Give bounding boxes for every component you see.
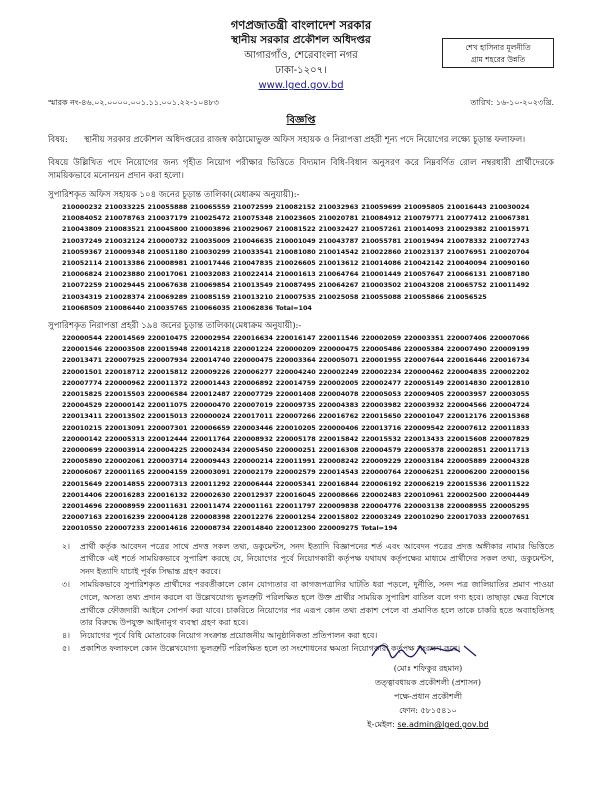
signatory-email-line (328, 718, 528, 732)
reference-line (48, 97, 554, 110)
condition-text: প্রকাশিত ফলাফলে কোন উল্লেখযোগ্য ভুলত্রুটি পরিলক্ষিত হলে তা সংশোধনের ক্ষমতা নিয়োগকারী কর্তৃপক্ষ সংরক্ষণ করে। (80, 644, 461, 654)
roll-row: 210043809 210083521 210045800 210003896 210029067 210081522 210032427 210057261 210014093 210029382 210015971 (62, 225, 530, 234)
roll-row: 220014406 220016283 220016132 220002630 220012937 220016045 220008666 220002483 220010961 220002500 220004449 (62, 490, 530, 499)
intro-paragraph: বিষয়ে উল্লিখিত পদে নিয়োগের জন্য গৃহীত নিয়োগ পরীক্ষার ভিত্তিতে বিদ্যমান বিধি-বিধান অনুসরণ করে নিম্নবর্ণিত রোল নম্বরধারী প্রার্থীদেরকে সাময়িকভাবে মনোনয়ন প্রদান করা হলো। (48, 158, 554, 181)
signatory-name: (মোঃ শফিকুর রহমান) (393, 664, 463, 673)
govt-name: গণপ্রজাতন্ত্রী বাংলাদেশ সরকার (230, 18, 372, 32)
roll-row: 210000232 210033225 210055888 210065559 210072599 210082152 210032963 210059699 210095805 210016443 210030024 (62, 203, 530, 211)
slogan-line-2: গ্রাম শহরের উন্নতি (470, 55, 526, 64)
condition-number: ৪। (61, 631, 70, 641)
roll-row: 210072259 210029445 210067638 210069854 210013549 210087495 210064267 210003502 210043208 210065752 210011492 (62, 281, 530, 290)
signature-mark (328, 640, 528, 662)
roll-row: 210034319 210028374 210069289 210085159 210013210 210007535 210025058 210055088 210055866 210056525 (62, 292, 487, 301)
condition-item (48, 541, 554, 579)
signatory-for: পক্ষে-প্রধান প্রকৌশলী (394, 692, 462, 701)
roll-row: 220015649 220014855 220007313 220011292 220006444 220005341 220016844 220006192 220006219 220015536 220011522 (62, 479, 530, 488)
roll-row: 210037249 210032124 210000732 210035009 210046635 210001049 210043787 210055781 210019494 210078332 210072743 (62, 236, 530, 245)
roll-row: 220005890 220002061 220003714 220009443 220000214 220011991 220008242 220009229 220003184 220005889 220004328 (62, 457, 530, 466)
website-link[interactable]: www.lged.gov.bd (258, 80, 344, 91)
roll-row: 210006824 210023880 210017061 210032083 210022414 210001613 210064764 210001449 210057647 210066131 210087180 (62, 270, 530, 279)
condition-number: ৫। (61, 644, 70, 654)
slogan-line-1: শেখ হাসিনার মূলনীতি (465, 43, 531, 52)
condition-text: সাময়িকভাবে সুপারিশকৃত প্রার্থীদের পরবর্তীকালে কোন যোগ্যতার বা কাগজপত্রাদির ঘাটতি ধরা পড়লে, দুর্নীতি, সনদ পত্র জালিয়াতির প্রমাণ পাওয়া গেলে, অসত্য তথ্য প্রদান করলে বা উল্লেখযোগ্য ভুলত্রুটি পরিলক্ষিত হলে উক্ত প্রার্থীর সাময়িক সুপারিশ বাতিল বলে গণ্য হবে। তাছাড়া ক্ষেত্র বিশেষে প্রার্থীকে ফৌজদারী আইনে সোপর্দ করা যাবে। চাকরিতে নিয়োগের পর এরূপ কোন তথ্য প্রকাশ পেলে বা প্রমাণিত হলে তাকে চাকরি হতে অব্যাহতিসহ তার বিরুদ্ধে উপযুক্ত আইনানুগ ব্যবস্থা গ্রহণ করা হবে। (80, 580, 554, 628)
condition-item (48, 579, 554, 630)
roll-row: 220004529 220000142 220011075 220000470 220007019 220009735 220004383 220003982 220003932 220004566 220004724 (62, 401, 530, 410)
department-name: স্থানীয় সরকার প্রকৌশল অধিদপ্তর (231, 34, 371, 46)
roll-row: 220010215 220013091 220007301 220006659 220003446 220010205 220000406 220013716 220009542 220007612 220011833 (62, 423, 530, 432)
roll-row: 220007774 220000962 220011372 220001443 220006892 220014759 220002005 220002477 220005149 220014830 220012810 (62, 378, 530, 387)
notice-date: তারিখ: ১৬-১০-২০২৩খ্রি. (470, 98, 554, 107)
condition-text: প্রার্থী কর্তৃক আবেদন পত্রের সাথে প্রদত্ত সকল তথ্য, ডকুমেন্টস, সনদ ইত্যাদি বিজ্ঞাপনের শর্ত এবং আবেদন পত্রের প্রদত্ত অঙ্গীকার নামার ভিত্তিতে প্রার্থীকে এই শর্তে সাময়িকভাবে সুপারিশ করছে যে, নিয়োগের পূর্বে নিয়োগকারী কর্তৃপক্ষ যথাযথ কর্তৃপক্ষের মাধ্যমে প্রার্থীদের সকল তথ্য, ডকুমেন্টস, সনদ ইত্যাদি যাচাই পূর্বক সিদ্ধান্ত গ্রহণ করবে। (80, 541, 554, 577)
signature-block (328, 640, 528, 732)
roll-row: 220015825 220015503 220006584 220012487 220007729 220001408 220004078 220005053 220009405 220003957 220003055 (62, 390, 530, 399)
security-guard-roll-list (62, 333, 554, 535)
conditions-list (48, 541, 554, 656)
notice-title: বিজ্ঞপ্তি (286, 115, 316, 126)
signatory-phone: ফোন: ৫৮১৫৪১০ (399, 706, 457, 715)
roll-row: 220013471 220007925 220007934 220014740 220000475 220003364 220005071 220001955 220007644 220016446 220016734 (62, 356, 530, 365)
security-guard-list-title: সুপারিশকৃত নিরাপত্তা প্রহরী ১৯৪ জনের চূড়ান্ত তালিকা(মেধাক্রম অনুযায়ী):- (48, 321, 302, 332)
roll-row: 210068509 210086440 210035765 210066035 210062836 Total=104 (62, 303, 312, 312)
roll-row: 220006067 220001165 220004159 220003091 220002179 220002579 220014543 220000764 220006251 220006200 220000156 (62, 468, 530, 477)
letterhead (48, 0, 554, 93)
email-label: ই-মেইল: (367, 720, 395, 729)
condition-text: নিয়োগের পূর্বে বিধি মোতাবেক নিয়োগ সংক্রান্ত প্রয়োজনীয় আনুষ্ঠানিকতা প্রতিপালন করা হবে। (80, 631, 378, 641)
roll-row: 210059367 210009348 210051180 210030299 210033541 210081080 210014542 210022860 210023137 210076951 210020704 (62, 247, 530, 256)
roll-row: 220001546 220003508 220015948 220014218 220001224 220000209 220000475 220005486 220005384 220007490 220009199 (62, 345, 530, 354)
roll-row: 220014696 220008959 220011631 220011474 220001161 220011797 220009838 220004776 220003138 220008955 220005295 (62, 502, 530, 511)
subject-line (48, 133, 554, 147)
roll-row: 210084052 210078763 210037179 210025472 210075348 210023605 210020781 210084912 210079771 210077412 210067381 (62, 214, 530, 223)
roll-row: 220000544 220014569 220010475 220002954 220016634 220016147 220011546 220002059 220003351 220007406 220007066 (62, 334, 530, 343)
office-assistant-roll-list (62, 202, 554, 314)
condition-number: ৩। (61, 580, 70, 590)
condition-number: ২। (61, 541, 70, 551)
slogan-box (442, 38, 554, 68)
roll-row: 220000142 220005313 220012444 220011764 220008932 220005178 220015842 220015532 220013433 220015608 220007829 (62, 434, 530, 443)
memo-number: স্মারক নং-৪৬.০২.০০০০.০০১.১১.০০১.২২-১০৪৮৩ (48, 98, 219, 107)
subject-label: বিষয়: (48, 135, 68, 145)
roll-row: 220001501 220018712 220015812 220009226 220006277 220004240 220002249 220002234 220000462 220004835 220002202 (62, 367, 530, 376)
address-line: আগারগাঁও, শেরেবাংলা নগর (244, 50, 358, 61)
city-line: ঢাকা-১২০৭। (275, 65, 327, 76)
email-link[interactable]: se.admin@lged.gov.bd (397, 720, 489, 729)
roll-row: 220007163 220016239 220004128 220008398 220012276 220001254 220015802 220003249 220010290 220017033 220007651 (62, 513, 530, 522)
office-assistant-list-title: সুপারিশকৃত অফিস সহায়ক ১০৪ জনের চূড়ান্ত তালিকা(মেধাক্রম অনুযায়ী):- (48, 190, 300, 200)
roll-row: 210052114 210013386 210008981 210017446 210047835 210026605 210013612 210014086 210042142 210040094 210090160 (62, 259, 530, 268)
subject-text: স্থানীয় সরকার প্রকৌশল অধিদপ্তরের রাজস্ব কাঠামোভুক্ত অফিস সহায়ক ও নিরাপত্তা প্রহরী শূন্য পদে নিয়োগের লক্ষ্যে চূড়ান্ত ফলাফল। (84, 135, 526, 145)
roll-row: 220010550 220007233 220014616 220008734 220014840 220012300 220009275 Total=194 (62, 524, 398, 533)
roll-row: 220013411 220013502 220015013 220000024 220017011 220007266 220016762 220015650 220001047 220012176 220015368 (62, 412, 530, 421)
signatory-designation: তত্ত্বাবধায়ক প্রকৌশলী (প্রশাসন) (374, 678, 482, 687)
roll-row: 220000699 220003914 220004225 220002434 220005450 220000251 220016308 220004579 220005378 220002851 220011713 (62, 446, 530, 455)
